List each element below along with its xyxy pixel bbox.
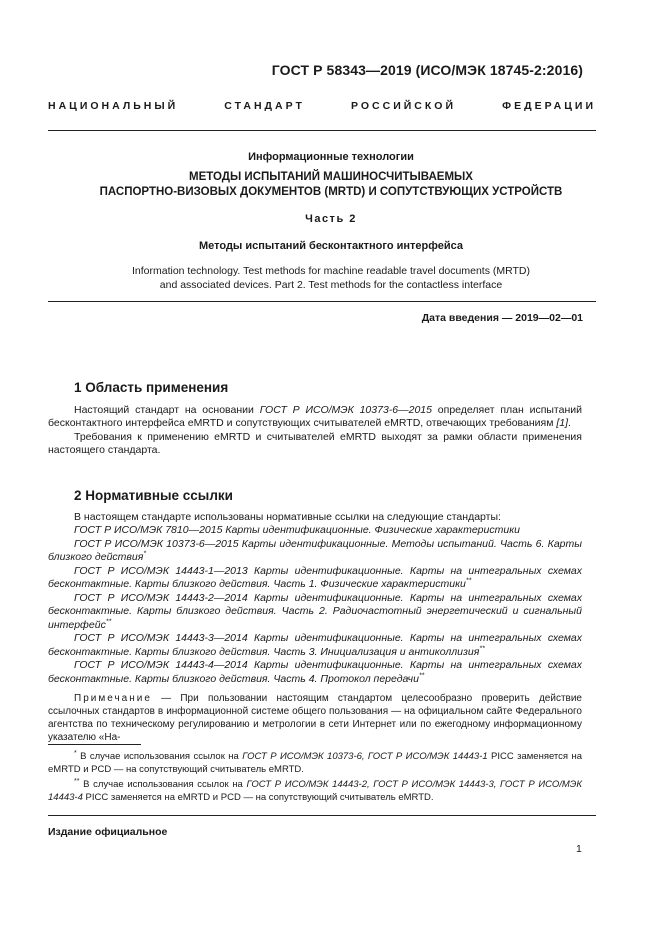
reference-item bbox=[48, 592, 582, 633]
footnote-reference: ГОСТ Р ИСО/МЭК 14443-2, ГОСТ Р ИСО/МЭК 14443-3, ГОСТ Р ИСО/МЭК 14443-4 bbox=[48, 779, 582, 803]
standard-reference: ГОСТ Р ИСО/МЭК 10373-6—2015 bbox=[259, 403, 432, 416]
text: PICC заменяется на eMRTD и PCD — на сопутствующий считыватель eMRTD. bbox=[48, 751, 583, 775]
bibliography-reference: [1] bbox=[556, 417, 569, 429]
title-line: МЕТОДЫ ИСПЫТАНИЙ МАШИНОСЧИТЫВАЕМЫХ bbox=[189, 171, 473, 183]
footnote-mark: ** bbox=[465, 577, 472, 585]
reference-text: ГОСТ Р ИСО/МЭК 14443-3—2014 Карты идентификационные. Карты на интегральных схемах бесконтактные. Карты близкого действия. Часть 3. Инициализация и антиколлизия bbox=[48, 632, 582, 658]
footnote-mark: ** bbox=[105, 618, 112, 625]
section-1-heading: 1 Область применения bbox=[74, 380, 229, 395]
national-standard-heading: НАЦИОНАЛЬНЫЙ СТАНДАРТ РОССИЙСКОЙ ФЕДЕРАЦИИ bbox=[48, 100, 596, 112]
reference-text: ГОСТ Р ИСО/МЭК 14443-4—2014 Карты идентификационные. Карты на интегральных схемах бесконтактные. Карты близкого действия. Часть 4. Протокол передачи bbox=[48, 659, 582, 685]
references-intro: В настоящем стандарте использованы нормативные ссылки на следующие стандарты: bbox=[74, 510, 501, 523]
note bbox=[48, 692, 582, 744]
footnote bbox=[48, 751, 582, 776]
title-line: ПАСПОРТНО-ВИЗОВЫХ ДОКУМЕНТОВ (MRTD) И СОПУТСТВУЮЩИХ УСТРОЙСТВ bbox=[99, 186, 563, 198]
edition-label: Издание официальное bbox=[48, 826, 168, 838]
reference-item bbox=[48, 659, 582, 686]
standard-number: ГОСТ Р 58343—2019 (ИСО/МЭК 18745-2:2016) bbox=[271, 62, 583, 78]
subtitle: Методы испытаний бесконтактного интерфейса bbox=[199, 240, 463, 252]
document-title bbox=[48, 170, 614, 200]
section-2-heading: 2 Нормативные ссылки bbox=[74, 488, 233, 503]
text: В случае использования ссылок на bbox=[79, 779, 247, 790]
footnote-mark: ** bbox=[418, 672, 425, 679]
reference-item bbox=[48, 538, 582, 565]
note-text: — При пользовании настоящим стандартом целесообразно проверить действие ссылочных стандартов в информационной системе общего пользования — на официальном сайте Федерального агентства по техническому регулированию и метрологии в сети Интернет или по ежегодному информационному указателю «На- bbox=[48, 693, 582, 743]
english-title bbox=[48, 265, 614, 292]
text: определяет план испытаний бесконтактного интерфейса eMRTD и сопутствующих считывателей eMRTD, отвечающих требованиям bbox=[48, 403, 582, 429]
section-normative-references bbox=[48, 489, 582, 744]
footnote-mark: * bbox=[74, 749, 77, 757]
text: . bbox=[568, 417, 571, 429]
footnotes bbox=[48, 751, 582, 804]
section-scope bbox=[48, 381, 582, 458]
reference-text: ГОСТ Р ИСО/МЭК 10373-6—2015 Карты идентификационные. Методы испытаний. Часть 6. Карты близкого действия bbox=[48, 537, 582, 563]
reference-item bbox=[48, 632, 582, 659]
introduction-date: Дата введения — 2019—02—01 bbox=[421, 312, 583, 324]
reference-item bbox=[48, 524, 582, 538]
text: В случае использования ссылок на bbox=[76, 751, 243, 762]
footnote-reference: ГОСТ Р ИСО/МЭК 10373-6, ГОСТ Р ИСО/МЭК 14443-1 bbox=[242, 751, 488, 762]
footnote-mark: ** bbox=[479, 645, 485, 652]
footnote bbox=[48, 779, 582, 804]
topic: Информационные технологии bbox=[248, 151, 414, 163]
english-title-line: and associated devices. Part 2. Test methods for the contactless interface bbox=[159, 278, 503, 291]
scope-paragraph bbox=[48, 404, 582, 431]
reference-text: ГОСТ Р ИСО/МЭК 7810—2015 Карты идентификационные. Физические характеристики bbox=[74, 524, 520, 536]
scope-paragraph: Требования к применению eMRTD и считывателей eMRTD выходят за рамки области применения настоящего стандарта. bbox=[48, 430, 582, 456]
title-divider bbox=[48, 301, 596, 302]
reference-text: ГОСТ Р ИСО/МЭК 14443-1—2013 Карты идентификационные. Карты на интегральных схемах бесконтактные. Карты близкого действия. Часть 1. Физические характеристики bbox=[48, 564, 582, 590]
footnote-mark: * bbox=[143, 550, 147, 558]
english-title-line: Information technology. Test methods for machine readable travel documents (MRTD) bbox=[131, 265, 531, 277]
reference-item bbox=[48, 565, 582, 592]
part-label: Часть 2 bbox=[305, 213, 357, 225]
text: PICC заменяется на eMRTD и PCD — на сопутствующий считыватель eMRTD. bbox=[82, 791, 434, 803]
text: Настоящий стандарт на основании bbox=[74, 403, 260, 416]
page-number: 1 bbox=[576, 843, 582, 855]
header-divider bbox=[48, 130, 596, 131]
footnote-divider bbox=[48, 744, 141, 745]
footer-divider bbox=[48, 815, 596, 816]
note-label: Примечание bbox=[74, 693, 152, 704]
footnote-mark: ** bbox=[74, 777, 80, 785]
reference-text: ГОСТ Р ИСО/МЭК 14443-2—2014 Карты идентификационные. Карты на интегральных схемах бесконтактные. Карты близкого действия. Часть 2. Радиочастотный энергетический и сигнальный интерфейс bbox=[48, 591, 582, 631]
